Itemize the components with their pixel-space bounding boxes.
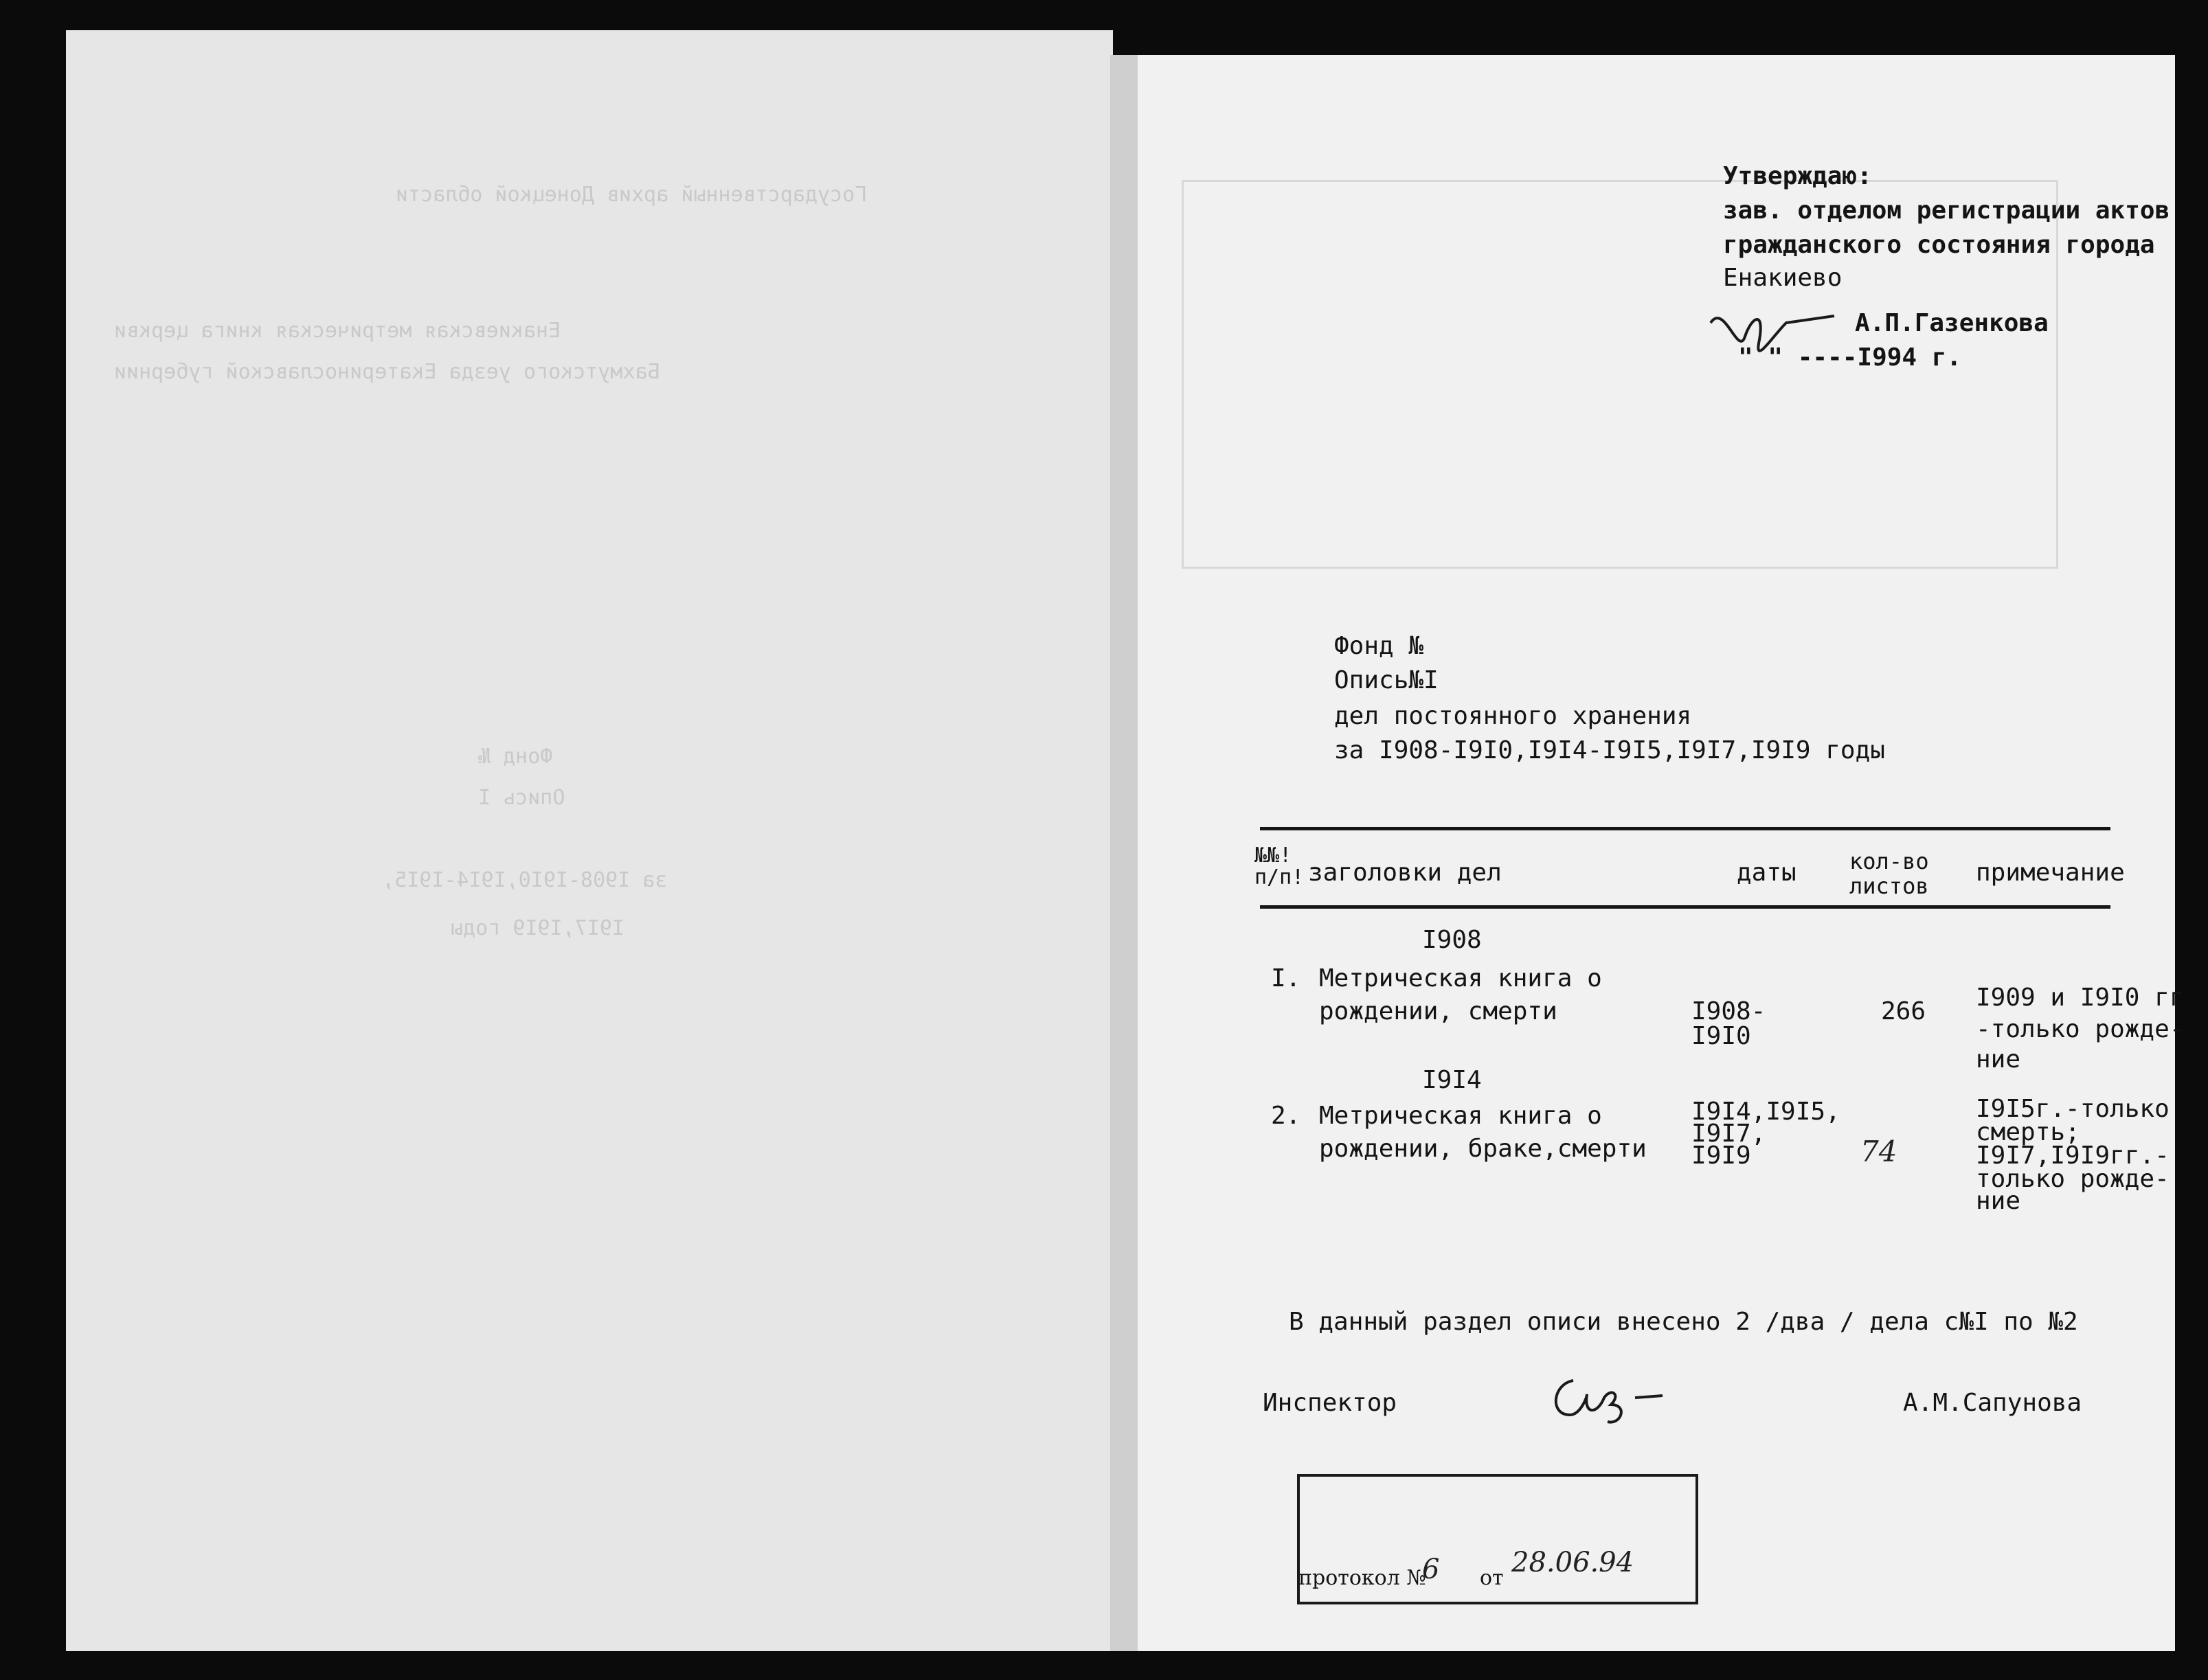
row-note: -только рожде-	[1976, 1015, 2185, 1043]
group-year: I9I4	[1422, 1066, 1482, 1094]
row-note: смерть;	[1976, 1118, 2080, 1146]
row-note: I909 и I9I0 гг	[1976, 984, 2185, 1012]
approval-line-3: гражданского состояния города	[1723, 231, 2155, 259]
inspector-name: А.М.Сапунова	[1903, 1389, 2082, 1417]
table-top-rule	[1260, 827, 2110, 830]
bleed-through-line: Государственный архив Донецкой области	[396, 183, 868, 207]
bleed-through-line: Бахмутского уезда Екатеринославской губернии	[114, 360, 660, 384]
col-header-count: кол-во листов	[1849, 848, 1929, 899]
inspector-label: Инспектор	[1263, 1389, 1397, 1417]
row-title: Метрическая книга о	[1319, 964, 1602, 992]
row-count: 266	[1881, 997, 1926, 1025]
row-note: I9I5г.-только	[1976, 1095, 2170, 1123]
stamp-from-label: от	[1480, 1566, 1504, 1590]
storage-type: дел постоянного хранения	[1334, 702, 1692, 730]
row-title: Метрическая книга о	[1319, 1102, 1602, 1130]
left-page-blank	[66, 30, 1113, 1651]
row-note: I9I7,I9I9гг.-	[1976, 1142, 2170, 1170]
row-dates: I9I9	[1691, 1142, 1751, 1170]
inspector-signature	[1546, 1367, 1669, 1435]
approval-line-1: Утверждаю:	[1723, 162, 1872, 190]
stamp-protocol-date: 28.06.94	[1511, 1547, 1634, 1578]
row-title: рождении, браке,смерти	[1319, 1135, 1647, 1163]
row-note: ние	[1976, 1187, 2021, 1215]
approval-date: " " ----I994 г.	[1738, 343, 1962, 372]
approval-name: А.П.Газенкова	[1855, 309, 2049, 337]
row-count-handwritten: 74	[1860, 1135, 1897, 1168]
bleed-through-line: Опись I	[478, 786, 565, 810]
col-header-dates: даты	[1737, 859, 1796, 887]
bleed-through-line: I9I7,I9I9 годы	[451, 916, 624, 940]
group-year: I908	[1422, 926, 1482, 954]
fond-label: Фонд №	[1334, 632, 1424, 660]
approval-line-2: зав. отделом регистрации актов	[1723, 196, 2170, 225]
stamp-protocol-label: протокол №	[1298, 1566, 1426, 1590]
years-line: за I908-I9I0,I9I4-I9I5,I9I7,I9I9 годы	[1334, 736, 1885, 764]
row-note: только рожде-	[1976, 1165, 2170, 1193]
stamp-protocol-number: 6	[1422, 1554, 1440, 1585]
bleed-through-line: Фонд №	[478, 745, 553, 769]
book-gutter	[1110, 55, 1138, 1651]
row-dates: I9I4,I9I5,	[1691, 1098, 1840, 1126]
table-header-rule	[1260, 905, 2110, 909]
col-header-title: заголовки дел	[1308, 859, 1502, 887]
bleed-through-line: Енакиевская метрическая книга церкви	[114, 319, 561, 343]
row-number: I.	[1271, 964, 1301, 992]
opis-label: Опись№I	[1334, 666, 1439, 694]
row-dates: I9I7,	[1691, 1120, 1766, 1148]
approval-city: Енакиево	[1723, 264, 1843, 292]
col-header-number: №№! п/п!	[1254, 843, 1305, 889]
row-title: рождении, смерти	[1319, 997, 1557, 1025]
bleed-through-line: за I908-I9I0,I9I4-I9I5,	[382, 868, 668, 892]
col-header-note: примечание	[1976, 859, 2125, 887]
row-number: 2.	[1271, 1102, 1301, 1130]
row-dates: I908-	[1691, 997, 1766, 1025]
row-dates: I9I0	[1691, 1022, 1751, 1050]
summary-line: В данный раздел описи внесено 2 /два / дела с№I по №2	[1289, 1308, 2078, 1336]
row-note: ние	[1976, 1045, 2021, 1074]
